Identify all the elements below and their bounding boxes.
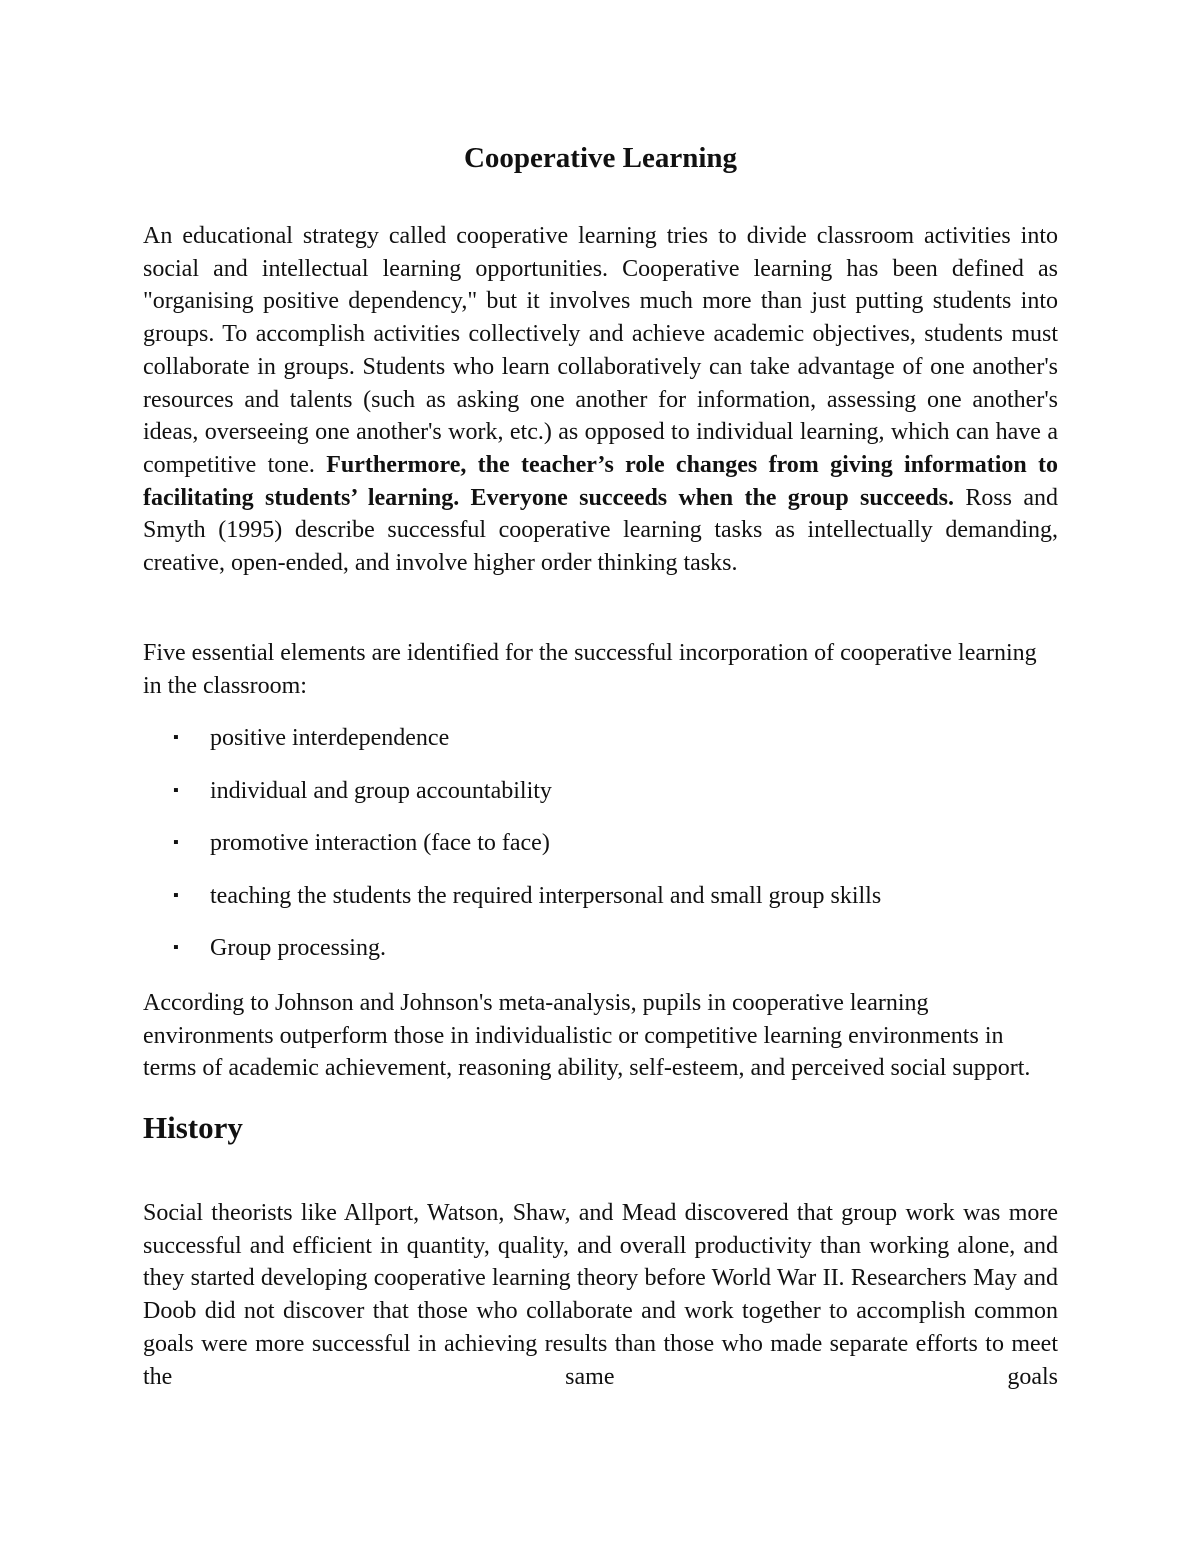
list-item — [143, 827, 1058, 880]
list-item — [143, 880, 1058, 933]
bullet-icon: ▪ — [173, 781, 179, 799]
list-item-text: promotive interaction (face to face) — [210, 830, 550, 856]
list-item-text: teaching the students the required interpersonal and small group skills — [210, 882, 882, 909]
list-item-text: Group processing. — [210, 935, 386, 961]
list-item — [143, 932, 1058, 985]
essential-elements-list — [143, 722, 1058, 985]
intro-paragraph — [143, 220, 1058, 580]
intro-text-part2: Ross and Smyth (1995) describe successful cooperative learning tasks as intellectually demanding, creative, open-ended, and involve higher order thinking tasks. — [143, 484, 1059, 577]
list-item — [143, 722, 1058, 775]
elements-intro-paragraph: Five essential elements are identified for the successful incorporation of cooperative learning in the classroom: — [143, 640, 1037, 699]
meta-analysis-paragraph: According to Johnson and Johnson's meta-analysis, pupils in cooperative learning environments outperform those in individualistic or competitive learning environments in terms of academic achievement, reasoning ability, self-esteem, and perceived social support. — [143, 990, 1031, 1082]
document-title: Cooperative Learning — [463, 142, 738, 174]
list-item — [143, 775, 1058, 828]
bullet-icon: ▪ — [173, 834, 179, 851]
history-paragraph: Social theorists like Allport, Watson, Shaw, and Mead discovered that group work was more successful and efficient in quantity, quality, and overall productivity than working alone, and they started developing cooperative learning theory before World War II. Researchers May and Doob did not discover that those who collaborate and work together to accomplish common goals were more successful in achieving results than those who made separate efforts to meet the same goals — [143, 1200, 1058, 1390]
list-item-text: positive interdependence — [210, 725, 450, 751]
bullet-icon: ▪ — [173, 939, 179, 956]
bullet-icon: ▪ — [173, 886, 179, 904]
history-heading: History — [143, 1110, 243, 1145]
bullet-icon: ▪ — [173, 729, 179, 746]
list-item-text: individual and group accountability — [210, 777, 552, 804]
intro-text-part1: An educational strategy called cooperative learning tries to divide classroom activities into social and intellectual learning opportunities. Cooperative learning has been defined as "organising positive dependency," but it involves much more than just putting students into groups. To accomplish activities collectively and achieve academic objectives, students must collaborate in groups. Students who learn collaboratively can take advantage of one another's resources and talents (such as asking one another for information, assessing one another's ideas, overseeing one another's work, etc.) as opposed to individual learning, which can have a competitive tone. — [143, 223, 1058, 478]
intro-text-bold: Furthermore, the teacher’s role changes from giving information to facilitating students’ learning. Everyone succeeds when the group succeeds. — [143, 451, 1058, 511]
